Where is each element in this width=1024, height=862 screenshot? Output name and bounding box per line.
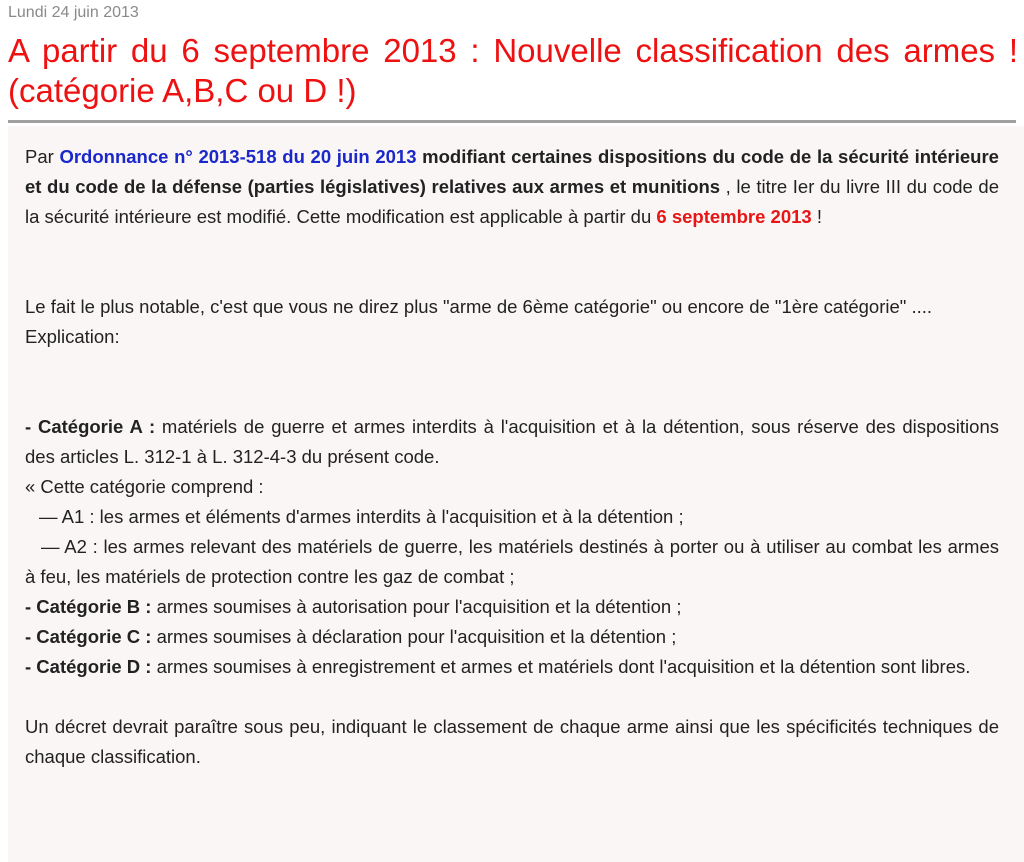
paragraph-spacer (25, 232, 999, 292)
intro-bold-text: modifiant certaines dispositions du code de la sécurité intérieure et du code de la défense (parties législatives) relatives aux armes et munitions (25, 146, 999, 197)
category-b-label: - Catégorie B : (25, 596, 152, 617)
paragraph-spacer (25, 352, 999, 412)
category-b-item (25, 592, 999, 622)
category-d-text: armes soumises à enregistrement et armes et matériels dont l'acquisition et la détention sont libres. (151, 656, 971, 677)
intro-middle-text: , le titre Ier du livre III du code de la sécurité intérieure est modifié. Cette modification est applicable à partir du (25, 176, 999, 227)
category-a-intro: « Cette catégorie comprend : (25, 476, 264, 497)
category-c-item (25, 622, 999, 652)
intro-suffix: ! (811, 206, 822, 227)
explication-label: Explication: (25, 326, 120, 347)
category-d-item (25, 652, 999, 682)
notable-paragraph: Le fait le plus notable, c'est que vous ne direz plus "arme de 6ème catégorie" ou encore de "1ère catégorie" .... (25, 296, 933, 317)
intro-paragraph (25, 142, 999, 232)
post-date: Lundi 24 juin 2013 (8, 4, 139, 21)
ordonnance-link[interactable]: Ordonnance n° 2013-518 du 20 juin 2013 (59, 146, 417, 167)
post-body (8, 126, 1024, 862)
title-divider (8, 120, 1016, 123)
category-a-text: matériels de guerre et armes interdits à l'acquisition et à la détention, sous réserve des dispositions des articles L. 312-1 à L. 312-4-3 du présent code. (25, 416, 999, 467)
category-a2-text: — A2 : les armes relevant des matériels de guerre, les matériels destinés à porter ou à utiliser au combat les armes à feu, les matériels de protection contre les gaz de combat ; (25, 536, 999, 587)
category-a2-item (25, 532, 999, 592)
category-d-label: - Catégorie D : (25, 656, 152, 677)
category-c-label: - Catégorie C : (25, 626, 152, 647)
category-a-label: - Catégorie A : (25, 416, 156, 437)
category-b-text: armes soumises à autorisation pour l'acquisition et la détention ; (151, 596, 682, 617)
paragraph-spacer (25, 682, 999, 712)
category-c-text: armes soumises à déclaration pour l'acquisition et la détention ; (151, 626, 677, 647)
post-text (25, 142, 999, 772)
effective-date-highlight: 6 septembre 2013 (656, 206, 812, 227)
category-a1-item: — A1 : les armes et éléments d'armes interdits à l'acquisition et à la détention ; (39, 506, 684, 527)
post-title[interactable]: A partir du 6 septembre 2013 : Nouvelle classification des armes ! (catégorie A,B,C ou D !) (8, 32, 1018, 109)
decree-paragraph: Un décret devrait paraître sous peu, indiquant le classement de chaque arme ainsi que les spécificités techniques de chaque classification. (25, 716, 999, 767)
intro-prefix: Par (25, 146, 60, 167)
category-a-item (25, 412, 999, 472)
